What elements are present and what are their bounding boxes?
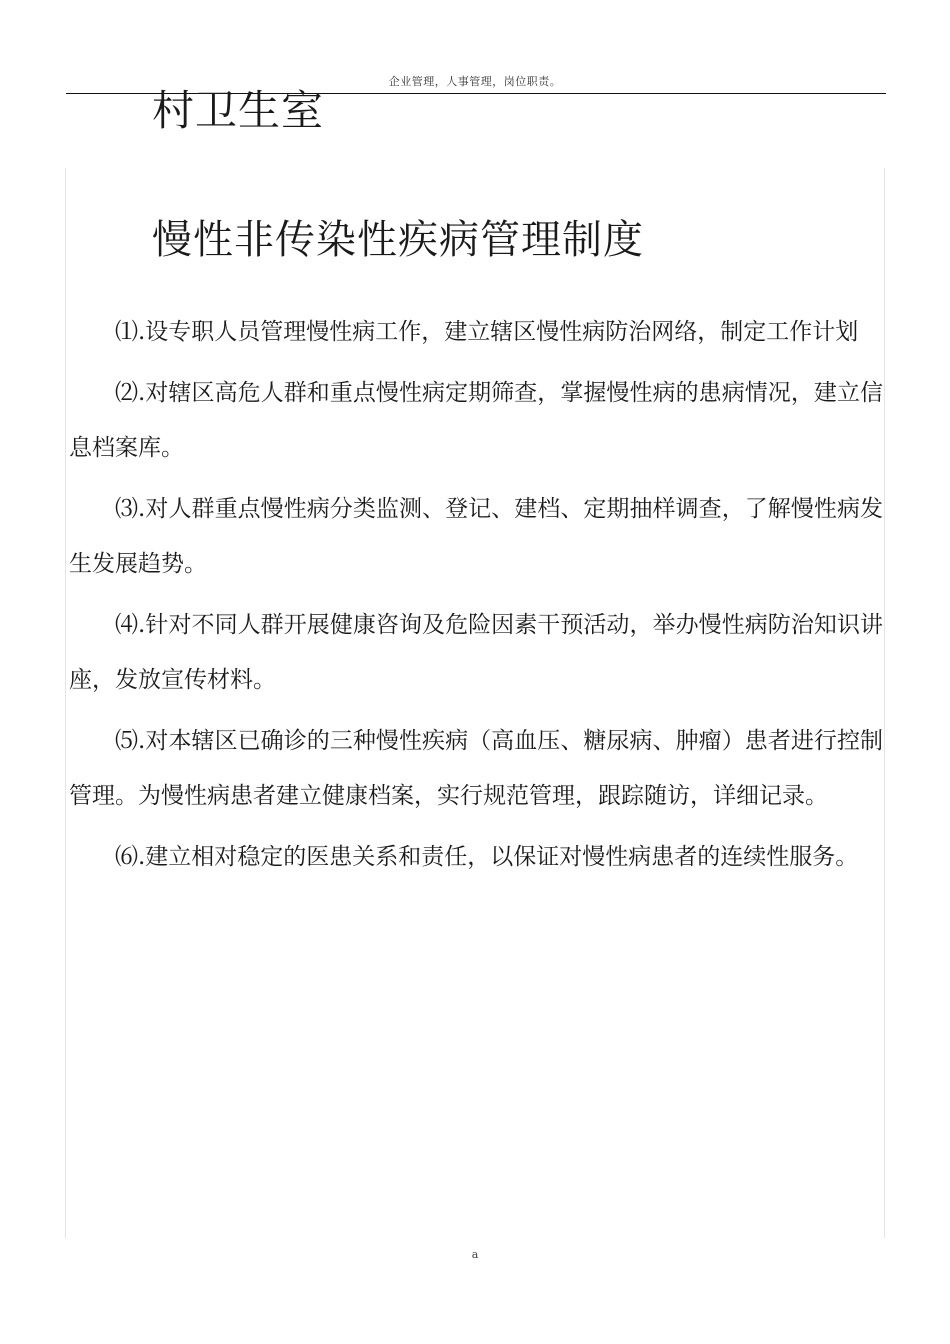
organization-title: 村卫生室 (152, 86, 325, 135)
rule-paragraph-5: ⑸.对本辖区已确诊的三种慢性疾病（高血压、糖尿病、肿瘤）患者进行控制管理。为慢性病患者建立健康档案，实行规范管理，跟踪随访，详细记录。 (69, 728, 883, 809)
document-body (69, 305, 883, 891)
rule-paragraph-1: ⑴.设专职人员管理慢性病工作，建立辖区慢性病防治网络，制定工作计划 (115, 319, 859, 345)
rule-paragraph-2: ⑵.对辖区高危人群和重点慢性病定期筛查，掌握慢性病的患病情况，建立信息档案库。 (69, 380, 883, 461)
page-border-right (884, 168, 885, 1238)
document-title: 慢性非传染性疾病管理制度 (152, 217, 644, 263)
rule-paragraph-6: ⑹.建立相对稳定的医患关系和责任，以保证对慢性病患者的连续性服务。 (115, 844, 859, 870)
page-header-text: 企业管理，人事管理，岗位职责。 (388, 75, 562, 88)
page-footer-mark: a (471, 1248, 479, 1261)
page-border-left (65, 168, 66, 1238)
rule-paragraph-4: ⑷.针对不同人群开展健康咨询及危险因素干预活动，举办慢性病防治知识讲座，发放宣传材料。 (69, 612, 883, 693)
rule-paragraph-3: ⑶.对人群重点慢性病分类监测、登记、建档、定期抽样调查，了解慢性病发生发展趋势。 (69, 496, 883, 577)
